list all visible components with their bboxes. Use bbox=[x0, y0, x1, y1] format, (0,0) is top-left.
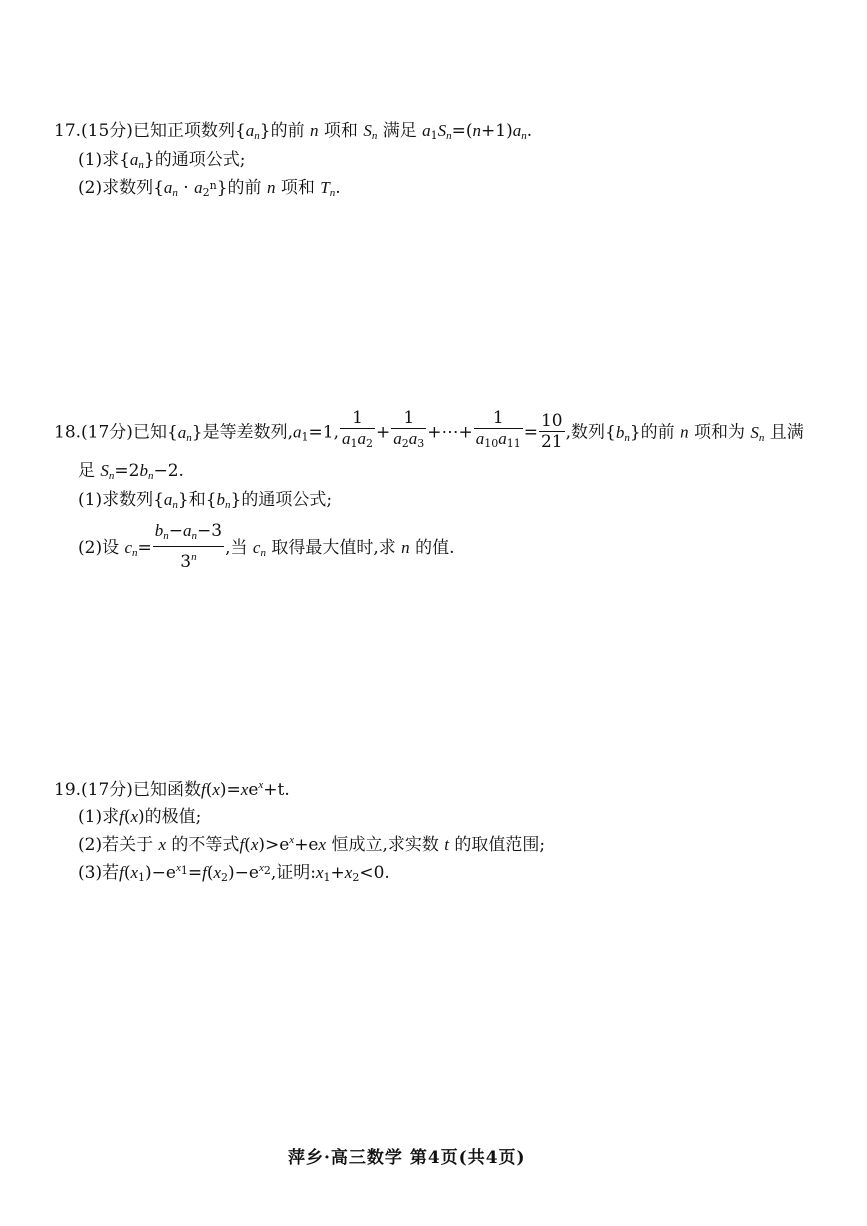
q18-stem-cont: 足 $S_n=2b_n-2$. bbox=[78, 461, 184, 482]
q18-points: (17分) bbox=[81, 422, 133, 443]
q17-points: (15分) bbox=[81, 121, 133, 141]
q17-number: 17. bbox=[54, 121, 82, 141]
q19-part3: (3)若$f(x_1)-e^{x_1}=f(x_2)-e^{x_2}$,证明$:x_1+x_2<0$. bbox=[78, 862, 390, 884]
q19-part2: (2)若关于 x 的不等式$f(x)>e^x+ex$ 恒成立,求实数 t 的取值范围; bbox=[78, 834, 546, 855]
q19-part1: (1)求f(x)的极值; bbox=[78, 807, 202, 827]
q19-stem: 19.(17分)已知函数$f(x)=xe^x+t$. bbox=[54, 779, 290, 800]
fraction: $\frac{b_n-a_n-3}{3^n}$ bbox=[154, 521, 223, 572]
q19-number: 19. bbox=[54, 780, 82, 800]
q18-stem: 18.(17分)已知$\{a_n\}$是等差数列$,a_1=1$, $\frac{1}{a_1a_2}$ + $\frac{1}{a_2a_3}$ +⋯+ $\frac{1}{a_{10}a_{11}}$ = $\frac{10}{21}$ ,数列$\{b_n\}$的前 n 项和为 $S_n$ 且满 bbox=[54, 410, 804, 456]
q17-part1: (1)求$\{a_n\}$的通项公式; bbox=[78, 150, 246, 171]
q19-points: (17分) bbox=[81, 780, 133, 800]
q18-part1: (1)求数列$\{a_n\}$和$\{b_n\}$的通项公式; bbox=[78, 490, 333, 511]
page-footer: 萍乡·高三数学 第4页(共4页) bbox=[288, 1148, 526, 1168]
q17-part2: (2)求数列$\{a_n \cdot a_{2^n}\}$的前 n 项和 $T_n$. bbox=[78, 178, 341, 199]
fraction: $\frac{1}{a_2a_3}$ bbox=[391, 408, 426, 454]
q18-part2: (2)设 $c_n=$ $\frac{b_n-a_n-3}{3^n}$ ,当 $c_n$ 取得最大值时,求 n 的值. bbox=[78, 521, 455, 572]
q18-number: 18. bbox=[54, 422, 82, 443]
fraction: $\frac{1}{a_1a_2}$ bbox=[340, 408, 375, 454]
fraction: $\frac{10}{21}$ bbox=[540, 410, 563, 452]
q17-stem: 17.(15分)已知正项数列$\{a_n\}$的前 n 项和 $S_n$ 满足 $a_1S_n=(n+1)a_n$. bbox=[54, 121, 533, 142]
fraction: $\frac{1}{a_{10}a_{11}}$ bbox=[474, 408, 523, 454]
